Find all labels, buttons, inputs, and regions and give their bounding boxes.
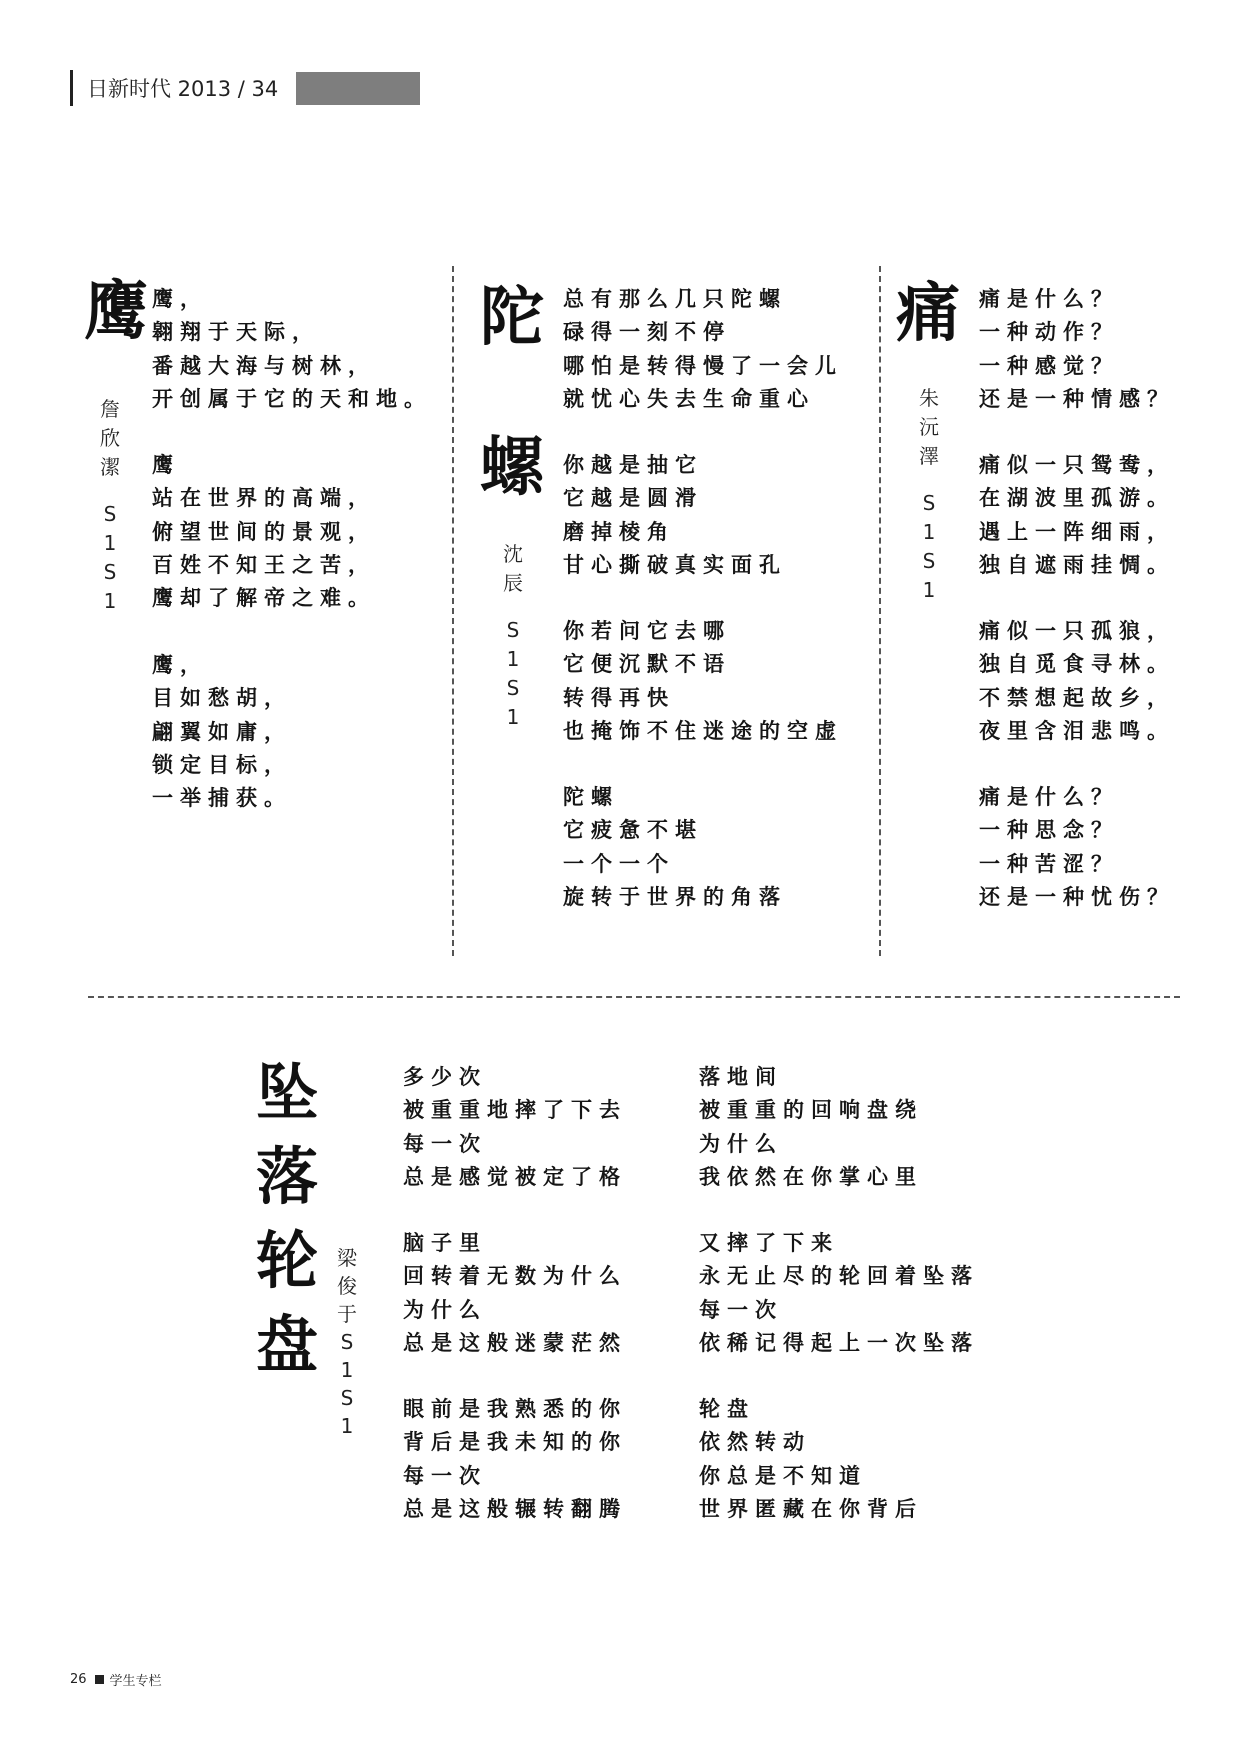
issue-title: 日新时代 2013 / 34 xyxy=(87,77,279,101)
poem-wheel-left-stanza-1: 多少次 被重重地摔了下去 每一次 总是感觉被定了格 xyxy=(403,1064,627,1189)
header-gray-block xyxy=(296,72,420,105)
author-falling-wheel: 梁 俊 于 S 1 S 1 xyxy=(337,1246,357,1438)
poem-pain-stanza-1: 痛是什么？ 一种动作？ 一种感觉？ 还是一种情感？ xyxy=(979,286,1175,411)
column-divider-1 xyxy=(452,266,454,956)
poem-wheel-right-stanza-3: 轮盘 依然转动 你总是不知道 世界匿藏在你背后 xyxy=(699,1396,923,1521)
poem-wheel-left-stanza-2: 脑子里 回转着无数为什么 为什么 总是这般迷蒙茫然 xyxy=(403,1230,627,1355)
poem-wheel-right-stanza-2: 又摔了下来 永无止尽的轮回着坠落 每一次 依稀记得起上一次坠落 xyxy=(699,1230,979,1355)
section-name: 学生专栏 xyxy=(109,1674,162,1689)
poem-top-stanza-1: 总有那么几只陀螺 碌得一刻不停 哪怕是转得慢了一会儿 就忧心失去生命重心 xyxy=(563,286,843,411)
page-number: 26 xyxy=(70,1672,87,1687)
poem-top-stanza-4: 陀螺 它疲惫不堪 一个一个 旋转于世界的角落 xyxy=(563,784,787,909)
section-divider xyxy=(88,996,1180,998)
poem-title-pain: 痛 xyxy=(896,276,960,351)
poem-pain-stanza-4: 痛是什么？ 一种思念？ 一种苦涩？ 还是一种忧伤？ xyxy=(979,784,1175,909)
author-eagle: 詹 欣 潔 S 1 S 1 xyxy=(100,397,120,613)
author-pain: 朱 沅 澤 S 1 S 1 xyxy=(919,386,939,602)
poem-title-top: 陀 螺 xyxy=(480,280,544,505)
author-top: 沈 辰 S 1 S 1 xyxy=(503,542,523,729)
poem-eagle-stanza-2: 鹰 站在世界的高端， 俯望世间的景观， 百姓不知王之苦， 鹰却了解帝之难。 xyxy=(152,452,376,611)
poem-top-stanza-3: 你若问它去哪 它便沉默不语 转得再快 也掩饰不住迷途的空虚 xyxy=(563,618,843,743)
square-bullet-icon xyxy=(95,1675,104,1684)
poem-wheel-right-stanza-1: 落地间 被重重的回响盘绕 为什么 我依然在你掌心里 xyxy=(699,1064,923,1189)
poem-eagle-stanza-1: 鹰， 翱翔于天际， 番越大海与树林， 开创属于它的天和地。 xyxy=(152,286,432,411)
poem-title-falling-wheel: 坠 落 轮 盘 xyxy=(256,1056,319,1381)
page-header xyxy=(70,70,420,106)
column-divider-2 xyxy=(879,266,881,956)
poem-top-stanza-2: 你越是抽它 它越是圆滑 磨掉棱角 甘心撕破真实面孔 xyxy=(563,452,787,577)
poem-wheel-left-stanza-3: 眼前是我熟悉的你 背后是我未知的你 每一次 总是这般辗转翻腾 xyxy=(403,1396,627,1521)
poem-pain-stanza-3: 痛似一只孤狼， 独自觅食寻林。 不禁想起故乡， 夜里含泪悲鸣。 xyxy=(979,618,1175,743)
page-footer xyxy=(70,1670,162,1689)
poem-title-eagle: 鹰 xyxy=(84,274,148,349)
poem-pain-stanza-2: 痛似一只鸳鸯， 在湖波里孤游。 遇上一阵细雨， 独自遮雨挂惆。 xyxy=(979,452,1175,577)
poem-eagle-stanza-3: 鹰， 目如愁胡， 翩翼如庸， 锁定目标， 一举捕获。 xyxy=(152,652,292,811)
header-rule xyxy=(70,70,73,106)
